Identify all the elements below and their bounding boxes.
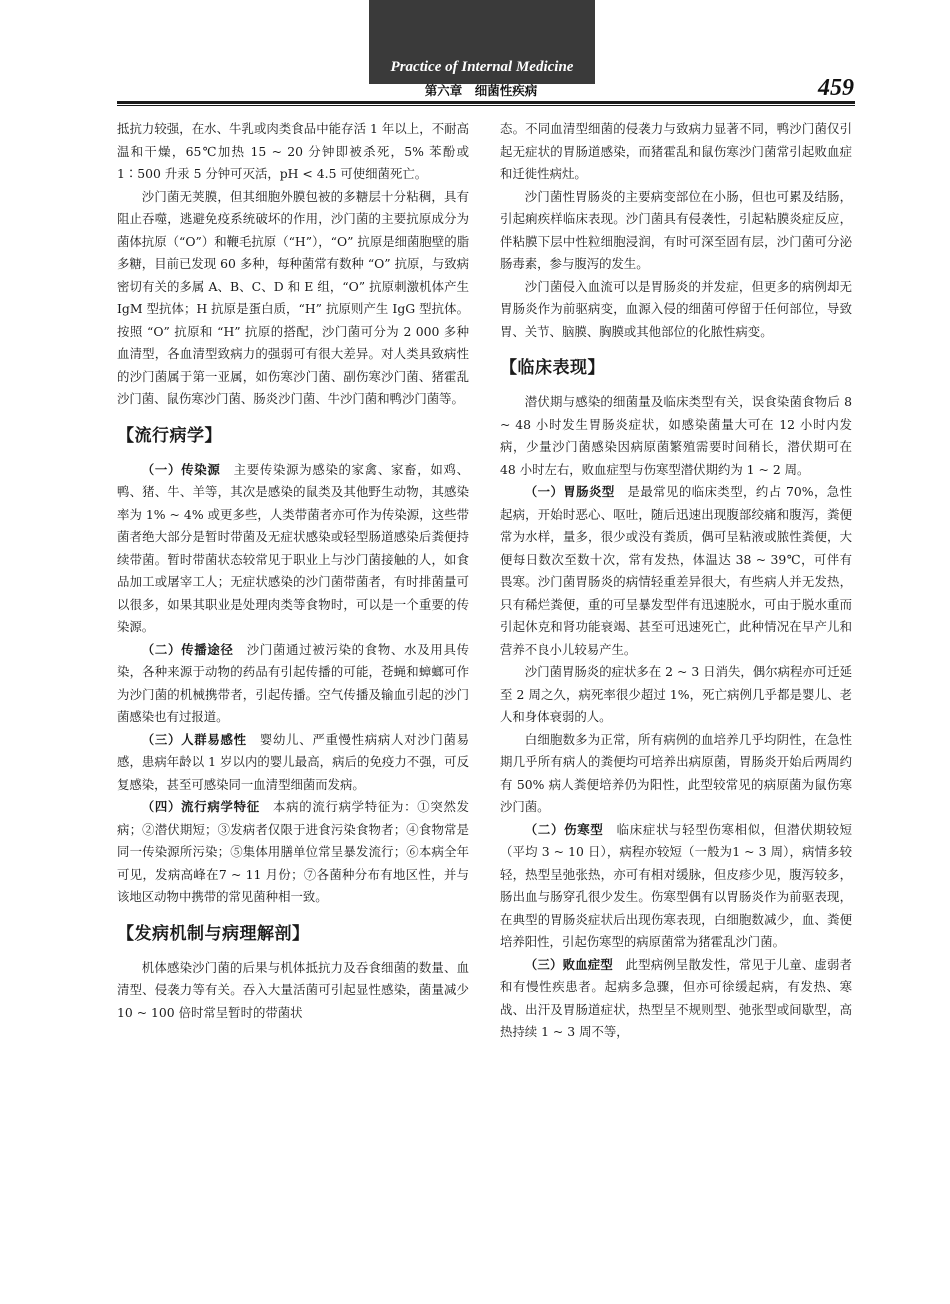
- paragraph: 沙门菌性胃肠炎的主要病变部位在小肠，但也可累及结肠，引起痢疾样临床表现。沙门菌具有侵袭性，引起粘膜炎症反应，伴粘膜下层中性粒细胞浸润，有时可深至固有层，沙门菌可分泌肠毒素，参与腹泻的发生。: [500, 188, 852, 271]
- subsection-gastroenteritis-type: [500, 481, 852, 661]
- subsection-infection-source: [117, 459, 469, 639]
- section-heading-clinical: 【临床表现】: [500, 358, 605, 378]
- paragraph: 沙门菌侵入血流可以是胃肠炎的并发症，但更多的病例却无胃肠炎作为前驱病变，血源入侵的细菌可停留于任何部位，导致胃、关节、脑膜、胸膜或其他部位的化脓性病变。: [500, 278, 852, 339]
- subsection-label: （二）传播途径: [141, 641, 234, 657]
- subsection-epidemiology-features: [117, 796, 469, 909]
- subsection-text: 本病的流行病学特征为：①突然发病；②潜伏期短；③发病者仅限于进食污染食物者；④食物常是同一传染源所污染；⑤集体用膳单位常呈暴发流行；⑥本病全年可见，发病高峰在7 ~ 11 月份；⑦各菌种分布有地区性，并与该地区动物中携带的常见菌种相一致。: [117, 799, 469, 904]
- paragraph: 沙门菌胃肠炎的症状多在 2 ~ 3 日消失，偶尔病程亦可迁延至 2 周之久，病死率很少超过 1%，死亡病例几乎都是婴儿、老人和身体衰弱的人。: [500, 664, 852, 724]
- header-rule-thin: [117, 105, 855, 106]
- subsection-susceptibility: [117, 729, 469, 797]
- section-heading-pathogenesis: 【发病机制与病理解剖】: [117, 923, 310, 944]
- page-number: 459: [818, 75, 854, 101]
- paragraph: 抵抗力较强，在水、牛乳或肉类食品中能存活 1 年以上，不耐高温和干燥，65℃加热 15 ~ 20 分钟即被杀死，5% 苯酚或 1∶500 升汞 5 分钟可灭活，pH < 4.5 可使细菌死亡。: [117, 121, 469, 181]
- journal-title: Practice of Internal Medicine: [390, 59, 574, 75]
- subsection-text: 沙门菌通过被污染的食物、水及用具传染，各种来源于动物的药品有引起传播的可能，苍蝇和蟑螂可作为沙门菌的机械携带者，引起传播。空气传播及输血引起的沙门菌感染也有过报道。: [117, 641, 469, 724]
- subsection-text: 临床症状与轻型伤寒相似，但潜伏期较短（平均 3 ~ 10 日），病程亦较短（一般为1 ~ 3 周），病情多较轻，热型呈弛张热，亦可有相对缓脉，但皮疹少见，腹泻较多，肠出血与肠穿孔很少发生。伤寒型偶有以胃肠炎作为前驱表现，在典型的胃肠炎症状后出现伤寒表现，白细胞数减少，血、粪便培养阳性，引起伤寒型的病原菌常为猪霍乱沙门菌。: [500, 821, 852, 949]
- subsection-label: （四）流行病学特征: [141, 799, 260, 814]
- section-heading-epidemiology: 【流行病学】: [117, 425, 222, 446]
- chapter-title: 第六章 细菌性疾病: [424, 83, 538, 98]
- subsection-text: 是最常见的临床类型，约占 70%，急性起病，开始时恶心、呕吐，随后迅速出现腹部绞痛和腹泻，粪便常为水样，量多，很少或没有粪质，偶可呈粘液或脓性粪便，大便每日数次至数十次，常有发热，体温达 38 ~ 39℃，可伴有畏寒。沙门菌胃肠炎的病情轻重差异很大，有些病人并无发热，只有稀烂粪便，重的可呈暴发型伴有迅速脱水，可由于脱水重而引起休克和肾功能衰竭、甚至可迅速死亡，此种情况在早产儿和营养不良小儿较易产生。: [500, 484, 852, 657]
- subsection-transmission-route: [117, 639, 469, 729]
- subsection-label: （一）胃肠炎型: [524, 484, 615, 499]
- left-column: [117, 118, 469, 1298]
- subsection-text: 主要传染源为感染的家禽、家畜，如鸡、鸭、猪、牛、羊等，其次是感染的鼠类及其他野生动物，其感染率为 1% ~ 4% 或更多些，人类带菌者亦可作为传染源，这些带菌者绝大部分是暂时带菌及无症状感染或轻型肠道感染后粪便持续带菌。暂时带菌状态较常见于职业上与沙门菌接触的人，如食品加工或屠宰工人；无症状感染的沙门菌带菌者，有时排菌量可以很多，如果其职业是处理肉类等食物时，可以是一个重要的传染源。: [117, 461, 469, 634]
- paragraph: 潜伏期与感染的细菌量及临床类型有关，误食染菌食物后 8 ~ 48 小时发生胃肠炎症状，如感染菌量大可在 12 小时内发病，少量沙门菌感染因病原菌繁殖需要时间稍长，潜伏期可在 48 小时左右，败血症型与伤寒型潜伏期约为 1 ~ 2 周。: [500, 394, 852, 477]
- subsection-label: （二）伤寒型: [524, 821, 604, 837]
- paragraph: 态。不同血清型细菌的侵袭力与致病力显著不同，鸭沙门菌仅引起无症状的胃肠道感染，而猪霍乱和鼠伤寒沙门菌常引起败血症和迁徙性病灶。: [500, 121, 852, 181]
- paragraph: 沙门菌无荚膜，但其细胞外膜包被的多糖层十分粘稠，具有阻止吞噬，逃避免疫系统破坏的作用，沙门菌的主要抗原成分为菌体抗原（“O”）和鞭毛抗原（“H”），“O” 抗原是细菌胞壁的脂多糖，目前已发现 60 多种，每种菌常有数种 “O” 抗原，与致病密切有关的多属 A、B、C、D 和 E 组，“O” 抗原刺激机体产生 IgM 型抗体；H 抗原是蛋白质，“H” 抗原则产生 IgG 型抗体。按照 “O” 抗原和 “H” 抗原的搭配，沙门菌可分为 2 000 多种血清型，各血清型致病力的强弱可有很大差异。对人类具致病性的沙门菌属于第一亚属，如伤寒沙门菌、副伤寒沙门菌、猪霍乱沙门菌、鼠伤寒沙门菌、肠炎沙门菌、牛沙门菌和鸭沙门菌等。: [117, 188, 469, 406]
- paragraph: 机体感染沙门菌的后果与机体抵抗力及吞食细菌的数量、血清型、侵袭力等有关。吞入大量活菌可引起显性感染，菌量减少 10 ~ 100 倍时常呈暂时的带菌状: [117, 959, 469, 1020]
- subsection-typhoid-type: [500, 819, 852, 954]
- paragraph: 白细胞数多为正常，所有病例的血培养几乎均阴性，在急性期几乎所有病人的粪便均可培养出病原菌，胃肠炎开始后两周约有 50% 病人粪便培养仍为阳性，此型较常见的病原菌为鼠伤寒沙门菌。: [500, 731, 852, 814]
- subsection-septicemia-type: [500, 954, 852, 1044]
- subsection-text: 婴幼儿、严重慢性病病人对沙门菌易感，患病年龄以 1 岁以内的婴儿最高，病后的免疫力不强，可反复感染，甚至可感染同一血清型细菌而发病。: [117, 731, 469, 792]
- subsection-label: （一）传染源: [141, 461, 221, 477]
- header-rule: [117, 101, 855, 104]
- subsection-label: （三）败血症型: [524, 956, 613, 972]
- right-column: [500, 118, 852, 1298]
- subsection-label: （三）人群易感性: [141, 731, 247, 747]
- subsection-text: 此型病例呈散发性，常见于儿童、虚弱者和有慢性疾患者。起病多急骤，但亦可徐缓起病，有发热、寒战、出汗及胃肠道症状，热型呈不规则型、弛张型或间歇型，高热持续 1 ~ 3 周不等，: [500, 956, 852, 1039]
